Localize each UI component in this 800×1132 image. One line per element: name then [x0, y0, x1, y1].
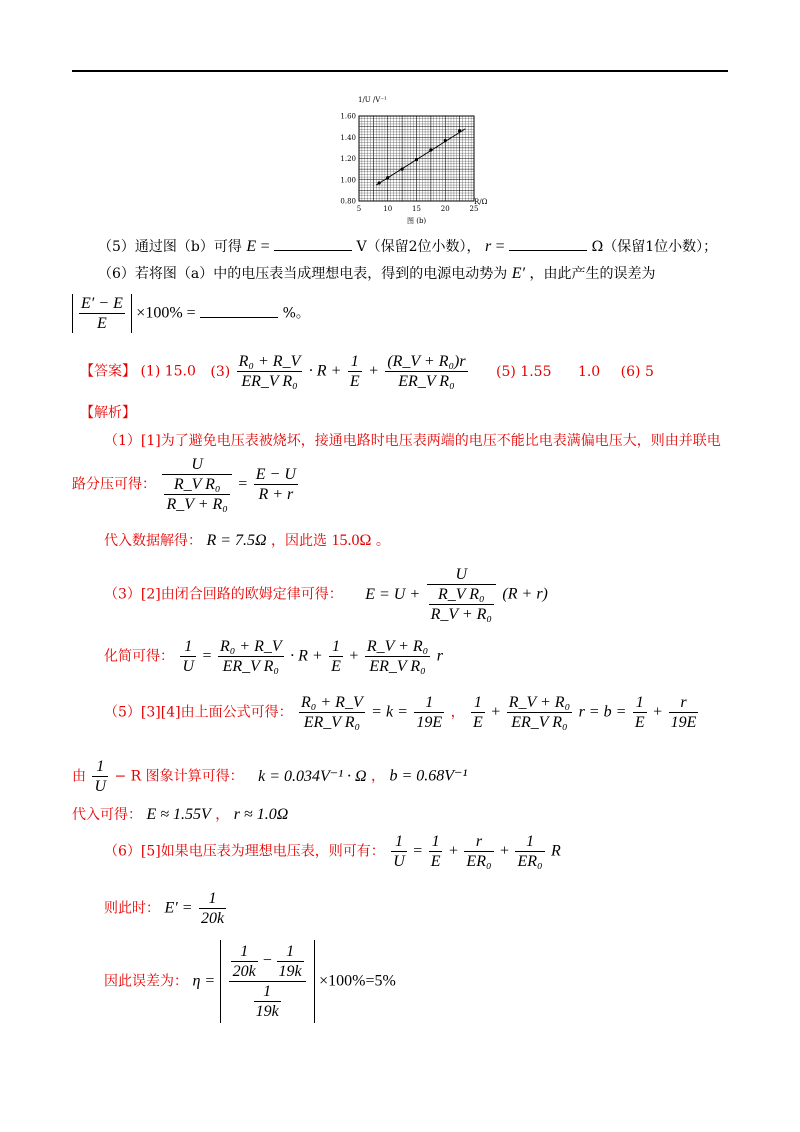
y-tick-label: 0.80 — [340, 197, 356, 206]
answer-item1: (1) 15.0 — [140, 363, 196, 380]
p5-num3: 1 — [471, 693, 485, 713]
p3-inner-num: R_V R₀ — [429, 585, 494, 605]
y-axis-label: 1/U /V⁻¹ — [358, 96, 387, 104]
p5-num1: R₀ + R_V — [301, 694, 363, 711]
p10-c-num: 1 — [254, 982, 281, 1002]
p6-k: k = 0.034V⁻¹ · Ω — [258, 767, 367, 785]
x-tick-labels — [357, 205, 479, 213]
analysis-p9 — [104, 889, 228, 928]
q6-tail: %。 — [282, 305, 310, 322]
p1-rhs-num: E − U — [255, 466, 296, 483]
analysis-p6 — [72, 757, 467, 796]
p9-den: 20k — [200, 910, 225, 927]
p6-b: b = 0.68V⁻¹ — [389, 767, 468, 785]
q5-var-E: E — [246, 238, 257, 255]
header-rule — [72, 70, 728, 72]
q6-blank[interactable] — [200, 303, 278, 318]
data-point — [378, 181, 381, 184]
analysis-label: 【解析】 — [80, 405, 136, 421]
p8-plus2: + — [499, 842, 510, 860]
p10-c-den: 19k — [255, 1003, 279, 1020]
p10-minus: − — [261, 952, 273, 970]
analysis-p2 — [104, 532, 390, 550]
p4-mid: · R + — [290, 647, 323, 665]
p4-r: r — [436, 647, 443, 665]
p2-text2: ，因此选 — [271, 533, 328, 549]
p4-den3: E — [331, 658, 341, 675]
q5-blank-E[interactable] — [274, 236, 352, 251]
p7-text: 代入可得： — [72, 807, 142, 823]
answer-item5: (5) 1.55 — [496, 363, 552, 380]
analysis-p8 — [104, 832, 561, 871]
data-point — [429, 148, 432, 151]
p8-R: R — [551, 842, 561, 860]
analysis-p4 — [104, 637, 443, 676]
p10-b-den: 19k — [278, 963, 302, 980]
p3-inner-den: R_V + R₀ — [430, 606, 492, 623]
p4-plus: + — [349, 647, 359, 665]
p1-eq: = — [238, 475, 248, 493]
analysis-p3 — [104, 565, 548, 624]
answer-item6: (6) 5 — [620, 363, 654, 380]
p5-plus2: + — [653, 703, 663, 721]
analysis-p1-line1: （1）[1]为了避免电压表被烧坏，接通电路时电压表两端的电压不能比电表满偏电压大，则由并联电 — [104, 433, 721, 449]
answer-f3-den: ER_V R₀ — [398, 373, 455, 390]
x-tick-label: 10 — [383, 205, 393, 213]
data-point — [444, 139, 447, 142]
q6-prefix: （6）若将图（a）中的电压表当成理想电表，得到的电源电动势为 — [98, 266, 508, 282]
y-tick-label: 1.20 — [340, 155, 356, 163]
y-tick-label: 1.00 — [340, 176, 356, 185]
p7-comma: ， — [215, 807, 230, 823]
p6-comma: ， — [371, 768, 386, 785]
q5-unit-V: V（保留2位小数）， — [356, 239, 481, 255]
y-tick-label: 1.40 — [340, 133, 356, 142]
data-point — [415, 158, 418, 161]
p10-eta: η = — [192, 972, 216, 990]
p2-math2: 15.0Ω — [331, 532, 372, 549]
p2-math: R = 7.5Ω — [206, 532, 267, 549]
q5-prefix: （5）通过图（b）可得 — [98, 239, 242, 255]
p5-num5: 1 — [633, 693, 647, 713]
p4-num3: 1 — [329, 637, 343, 657]
x-tick-label: 15 — [412, 205, 421, 213]
q6-frac-num: E′ − E — [81, 295, 123, 312]
p1-inner-den: R_V + R₀ — [166, 496, 228, 513]
p4-text: 化简可得： — [104, 648, 174, 665]
answer-dotR: · R + — [308, 362, 342, 380]
p10-b-num: 1 — [277, 942, 304, 962]
p5-den5: E — [634, 714, 645, 731]
q5-eq-2: = — [495, 238, 505, 255]
p4-num4: R_V + R₀ — [366, 638, 429, 655]
p8-text: （6）[5]如果电压表为理想电压表，则可有： — [104, 843, 385, 860]
answer-f1-den: ER_V R₀ — [241, 373, 298, 390]
data-point — [401, 168, 404, 171]
p5-num6: r — [669, 693, 699, 713]
p10-a-den: 20k — [232, 963, 256, 980]
p1-inner-num: R_V R₀ — [164, 475, 229, 495]
p8-den3: ER₀ — [466, 853, 492, 870]
p6-num: 1 — [92, 757, 108, 777]
p8-den1: U — [393, 853, 405, 870]
answer-f3-num: (R_V + R₀)r — [387, 353, 466, 370]
p5-den1: ER_V R₀ — [303, 714, 361, 731]
p5-den6: 19E — [670, 714, 697, 731]
p8-den4: ER₀ — [517, 853, 543, 870]
question-5 — [98, 236, 717, 256]
p9-lhs: E′ = — [164, 899, 193, 917]
question-6-line1 — [98, 265, 655, 283]
analysis-p10 — [104, 940, 396, 1023]
p7-E: E ≈ 1.55V — [146, 806, 211, 823]
p5-den3: E — [473, 714, 483, 731]
p3-text: （3）[2]由闭合回路的欧姆定律可得： — [104, 586, 343, 603]
p8-den2: E — [430, 853, 441, 870]
answer-f2-den: E — [349, 373, 360, 390]
p4-num1: 1 — [180, 637, 196, 657]
p6-you: 由 — [72, 768, 86, 785]
x-axis-label: R/Ω — [474, 198, 488, 206]
p5-eq2: r = b = — [578, 703, 627, 721]
p5-comma: ， — [450, 704, 465, 721]
answer-f2-num: 1 — [348, 352, 362, 372]
q6-frac-den: E — [97, 315, 107, 332]
analysis-p5 — [104, 693, 700, 732]
p5-plus: + — [491, 703, 501, 721]
x-tick-label: 20 — [440, 205, 450, 213]
p4-eq: = — [202, 647, 212, 665]
p10-tail: ×100%=5% — [319, 972, 396, 990]
p2-end: 。 — [375, 533, 390, 549]
p3-lhs: E = U + — [365, 585, 421, 603]
p3-U: U — [427, 565, 496, 585]
p1-line2: 路分压可得： — [72, 476, 156, 493]
p4-den4: ER_V R₀ — [369, 658, 426, 675]
p8-num1: 1 — [391, 832, 407, 852]
p1-U: U — [162, 455, 231, 475]
p10-text: 因此误差为： — [104, 973, 188, 990]
x-tick-label: 25 — [469, 205, 479, 213]
p8-num3: r — [464, 832, 493, 852]
analysis-p1-formula — [72, 455, 300, 514]
answer-item5b: 1.0 — [577, 363, 601, 380]
p3-tail: (R + r) — [502, 585, 548, 603]
q6-suffix: ，由此产生的误差为 — [529, 266, 656, 282]
p6-mid: − R 图象计算可得： — [114, 768, 244, 785]
p4-den2: ER_V R₀ — [222, 658, 279, 675]
p8-num4: 1 — [515, 832, 544, 852]
answer-f1-num: R₀ + R_V — [238, 353, 301, 370]
p8-num2: 1 — [429, 832, 443, 852]
p4-num2: R₀ + R_V — [219, 638, 282, 655]
question-6-formula — [72, 294, 310, 333]
q5-blank-r[interactable] — [509, 236, 587, 251]
p2-text: 代入数据解得： — [104, 533, 202, 549]
p10-a-num: 1 — [231, 942, 258, 962]
q5-unit-ohm: Ω（保留1位小数）； — [591, 239, 718, 255]
data-point — [386, 176, 389, 179]
answer-label: 【答案】 — [80, 363, 136, 380]
answer-line — [80, 352, 654, 391]
p8-plus: + — [448, 842, 458, 860]
p5-den4: ER_V R₀ — [511, 714, 568, 731]
answer-item3: (3) — [210, 363, 231, 380]
q6-E-prime: E′ — [511, 265, 525, 282]
q6-times: ×100% = — [136, 304, 196, 322]
y-tick-labels — [340, 113, 356, 206]
p5-den2: 19E — [416, 714, 443, 731]
p5-eq1: = k = — [371, 703, 408, 721]
data-point — [458, 129, 461, 132]
analysis-p7 — [72, 806, 288, 824]
figure-b-chart — [335, 92, 495, 227]
p4-den1: U — [182, 658, 195, 675]
answer-plus: + — [368, 362, 379, 380]
p9-text: 则此时： — [104, 900, 160, 917]
q5-eq: = — [260, 238, 270, 255]
p5-num4: R_V + R₀ — [508, 694, 571, 711]
p5-text: （5）[3][4]由上面公式可得： — [104, 704, 293, 721]
p1-rhs-den: R + r — [258, 486, 294, 503]
y-tick-label: 1.60 — [340, 112, 356, 121]
p6-den: U — [94, 778, 107, 795]
x-tick-label: 5 — [356, 205, 362, 213]
p7-r: r ≈ 1.0Ω — [233, 806, 289, 823]
figure-caption: 图 (b) — [407, 217, 427, 225]
q5-var-r: r — [484, 238, 492, 255]
p5-num2: 1 — [414, 693, 444, 713]
p8-eq: = — [413, 842, 423, 860]
p9-num: 1 — [199, 889, 226, 909]
